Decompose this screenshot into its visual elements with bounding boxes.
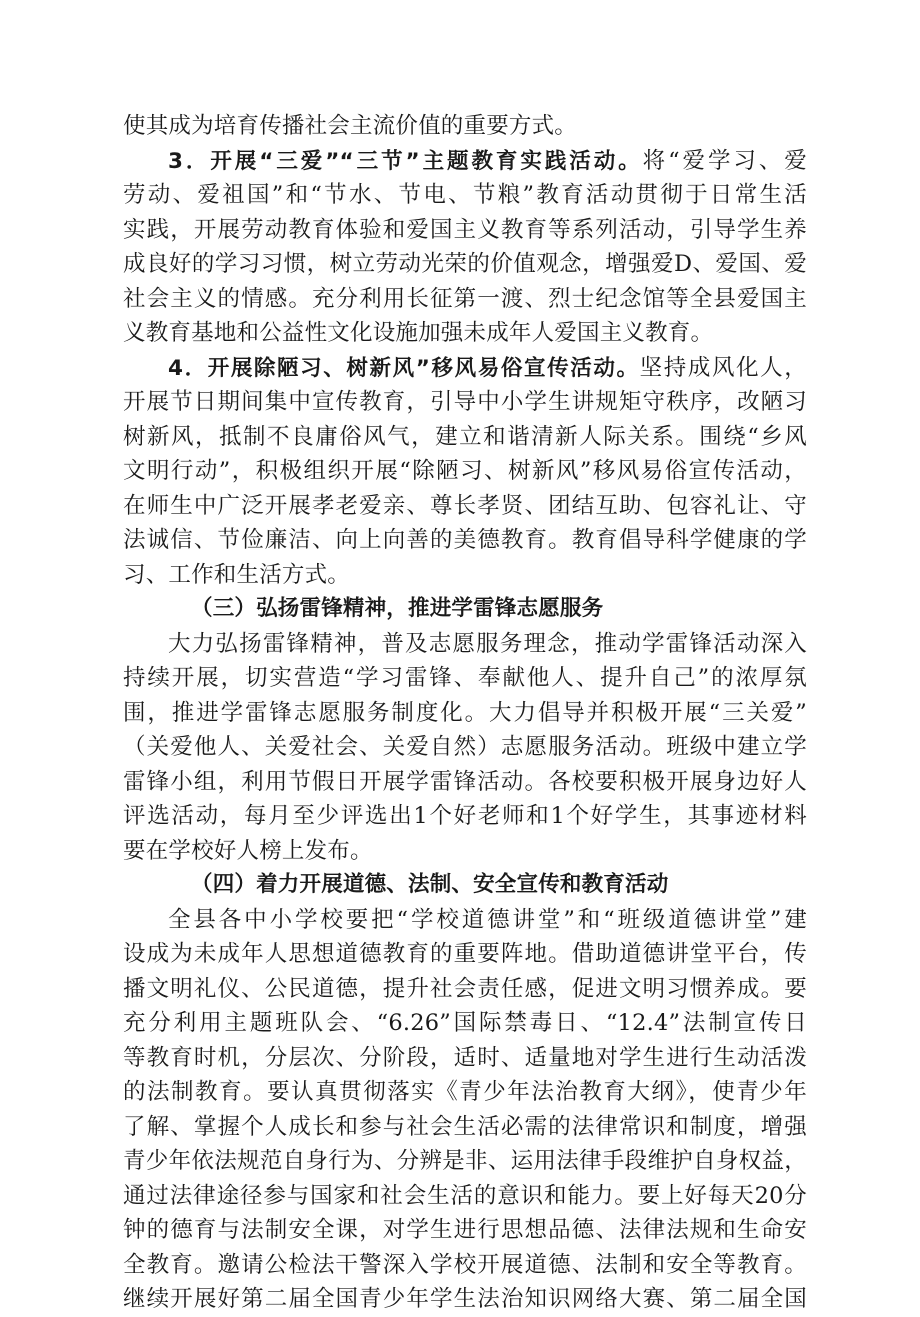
paragraph-start-line: 大力弘扬雷锋精神，普及志愿服务理念，推动学雷锋活动深入: [168, 630, 807, 657]
text-line: 全教育。邀请公检法干警深入学校开展道德、法制和安全等教育。: [123, 1251, 807, 1278]
text-line: 文明行动”，积极组织开展“除陋习、树新风”移风易俗宣传活动，: [123, 458, 807, 484]
text-line: 持续开展，切实营造“学习雷锋、奉献他人、提升自己”的浓厚氛: [123, 665, 807, 691]
text-line: 播文明礼仪、公民道德，提升社会责任感，促进文明习惯养成。要: [123, 975, 807, 1002]
text-line: 等教育时机，分层次、分阶段，适时、适量地对学生进行生动活泼: [123, 1044, 807, 1071]
text-line: 围，推进学雷锋志愿服务制度化。大力倡导并积极开展“三关爱”: [123, 699, 807, 726]
text-line: 法诚信、节俭廉洁、向上向善的美德教育。教育倡导科学健康的学: [123, 527, 807, 553]
paragraph-start-line: 4．开展除陋习、树新风”移风易俗宣传活动。坚持成风化人，: [168, 354, 808, 381]
section-heading: （三）弘扬雷锋精神，推进学雷锋志愿服务: [191, 596, 604, 621]
text-line: 雷锋小组，利用节假日开展学雷锋活动。各校要积极开展身边好人: [123, 768, 807, 795]
text-line: 了解、掌握个人成长和参与社会生活必需的法律常识和制度，增强: [123, 1113, 807, 1140]
text-line: 习、工作和生活方式。: [123, 561, 351, 588]
item-title: 3．开展“三爱”“三节”主题教育实践活动。: [168, 148, 643, 174]
text-line: 设成为未成年人思想道德教育的重要阵地。借助道德讲堂平台，传: [123, 941, 807, 967]
text-line: 树新风，抵制不良庸俗风气，建立和谐清新人际关系。围绕“乡风: [123, 423, 807, 450]
text-line: 实践，开展劳动教育体验和爱国主义教育等系列活动，引导学生养: [123, 216, 807, 243]
paragraph-start-line: 全县各中小学校要把“学校道德讲堂”和“班级道德讲堂”建: [168, 906, 807, 933]
section-heading: （四）着力开展道德、法制、安全宣传和教育活动: [191, 872, 669, 897]
text-line: 的法制教育。要认真贯彻落实《青少年法治教育大纲》，使青少年: [123, 1079, 807, 1105]
text-line: 继续开展好第二届全国青少年学生法治知识网络大赛、第二届全国: [123, 1286, 807, 1312]
item-title: 4．开展除陋习、树新风”移风易俗宣传活动。: [168, 355, 640, 381]
paragraph-start-line: 3．开展“三爱”“三节”主题教育实践活动。将“爱学习、爱: [168, 147, 808, 174]
text-line: 充分利用主题班队会、“6.26”国际禁毒日、“12.4”法制宣传日: [123, 1010, 807, 1036]
text-line: 青少年依法规范自身行为、分辨是非、运用法律手段维护自身权益，: [123, 1148, 807, 1174]
text-line: 钟的德育与法制安全课，对学生进行思想品德、法律法规和生命安: [123, 1217, 807, 1243]
text-line: 在师生中广泛开展孝老爱亲、尊长孝贤、团结互助、包容礼让、守: [123, 492, 807, 519]
text-line: （关爱他人、关爱社会、关爱自然）志愿服务活动。班级中建立学: [123, 734, 807, 760]
text-line: 劳动、爱祖国”和“节水、节电、节粮”教育活动贯彻于日常生活: [123, 182, 807, 208]
text-line: 要在学校好人榜上发布。: [123, 837, 373, 864]
text-line: 通过法律途径参与国家和社会生活的意识和能力。要上好每天20分: [123, 1182, 807, 1209]
text-line: 使其成为培育传播社会主流价值的重要方式。: [123, 113, 578, 139]
document-page: [123, 109, 807, 1317]
text-line: 评选活动，每月至少评选出1个好老师和1个好学生，其事迹材料: [123, 803, 807, 829]
text-line: 成良好的学习习惯，树立劳动光荣的价值观念，增强爱D、爱国、爱: [123, 251, 807, 277]
text-line: 社会主义的情感。充分利用长征第一渡、烈士纪念馆等全县爱国主: [123, 285, 807, 312]
text-line: 义教育基地和公益性文化设施加强未成年人爱国主义教育。: [123, 320, 714, 346]
text-line: 开展节日期间集中宣传教育，引导中小学生讲规矩守秩序，改陋习: [123, 389, 807, 415]
